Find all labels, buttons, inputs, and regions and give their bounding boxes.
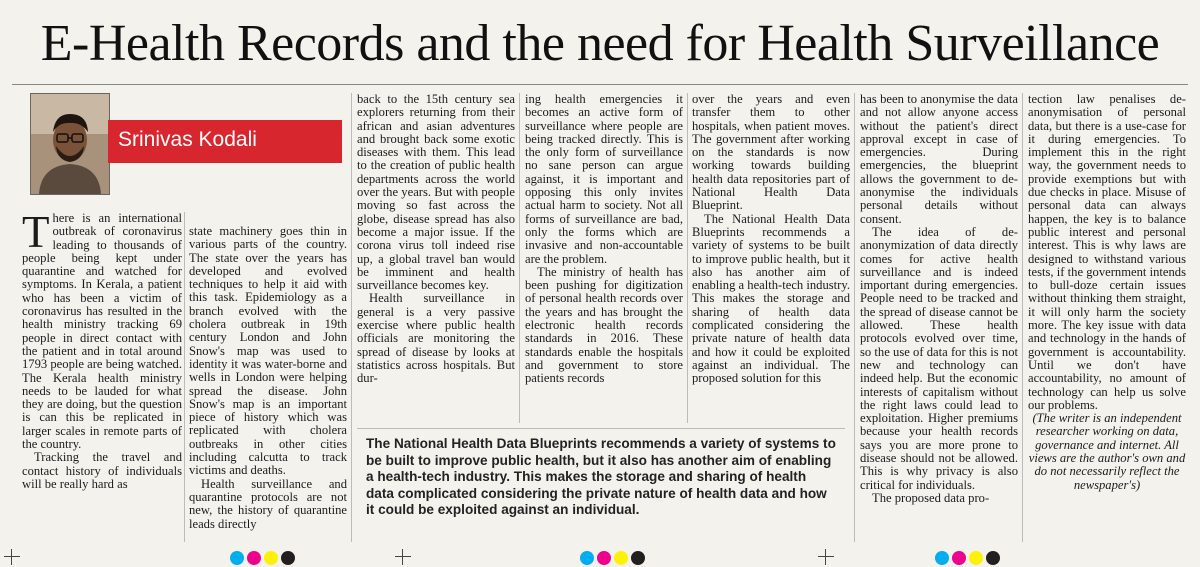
- paragraph: state machinery goes thin in various parts of the country. The state over the years has developed and evolved techniques to help it aid with this task. Epidemiology as a branch evolved with the cholera outbreak in 19th century London and John Snow's map was used to identity it was water-borne and wells in London were helping spread the disease. John Snow's map is an important piece of history which was replicated with cholera outbreaks in other cities including calcutta to track victims and deaths.: [189, 224, 347, 478]
- paragraph: tection law penalises de-anonymisation of personal data, but there is a use-case for it during emergencies. To implement this in the right way, the government needs to provide exemptions but with due checks in place. Misuse of personal data can always happen, the key is to balance public interest and personal interest. This is why laws are designed to withstand various tests, if the government intends to bull-doze certain issues without thinking them straight, it will only harm the society more. The key issue with data and technology in the hands of government is accountability. Until we don't have accountability, no amount of technology can help us solve our problems.: [1028, 92, 1186, 412]
- magenta-swatch: [952, 551, 966, 565]
- column-5: [692, 93, 850, 386]
- pullquote: The National Health Data Blueprints recommends a variety of systems to be built to improve public health, but it also has another aim of enabling a health-tech industry. This makes the storage and sharing of health data complicated considering the private nature of health data and how it could be exploited against an individual.: [366, 436, 836, 517]
- paragraph: ing health emergencies it becomes an active form of surveillance where people are being tracked directly. This is the only form of surveillance no sane person can argue against, it is important and opposing this only invites actual harm to society. Not all forms of surveillance are bad, only the forms which are invasive and non-accountable are the problem.: [525, 92, 683, 266]
- column-1: [22, 207, 182, 491]
- writer-note: (The writer is an independent researcher working on data, governance and internet. All views are the author's own and do not necessarily reflect the newspaper's): [1028, 411, 1186, 492]
- paragraph: The idea of de-anonymization of data directly comes for active health surveillance and is indeed important during emergencies. People need to be tracked and the spread of disease cannot be allowed. These health protocols evolved over time, so the use of data for this is not new and technology can indeed help. But the economic interests of capitalism without the right laws could lead to exploitation. Higher premiums because your health records says you are more prone to disease should not be allowed. This is why privacy is also critical for individuals.: [860, 224, 1018, 492]
- paragraph: over the years and even transfer them to other hospitals, when patient moves. The government after working on the standards is now working towards building health data repositories part of National Health Data Blueprint.: [692, 92, 850, 213]
- black-swatch: [986, 551, 1000, 565]
- paragraph: [22, 207, 182, 452]
- color-bar: [230, 551, 295, 567]
- headline-rule: [12, 84, 1188, 85]
- yellow-swatch: [614, 551, 628, 565]
- column-7: [1028, 93, 1186, 492]
- cyan-swatch: [935, 551, 949, 565]
- yellow-swatch: [969, 551, 983, 565]
- column-divider: [519, 93, 520, 423]
- cyan-swatch: [580, 551, 594, 565]
- byline: Srinivas Kodali: [118, 128, 257, 151]
- column-divider: [687, 93, 688, 423]
- headline: E-Health Records and the need for Health Surveillance: [40, 15, 1160, 72]
- pullquote-rule: [357, 428, 845, 429]
- paragraph: Health surveillance in general is a very passive exercise where public health officials are monitoring the spread of disease by looks at statistics across hospitals. But dur-: [357, 291, 515, 386]
- column-divider: [854, 93, 855, 542]
- color-bar: [580, 551, 645, 567]
- cyan-swatch: [230, 551, 244, 565]
- paragraph: The ministry of health has been pushing for digitization of personal health records over the years and has brought the electronic health records standards in 2016. These standards enable the hospitals and government to store patients records: [525, 264, 683, 386]
- paragraph: Health surveillance and quarantine protocols are not new, the history of quarantine leads directly: [189, 476, 347, 531]
- registration-mark-icon: [818, 549, 834, 565]
- column-divider: [1022, 93, 1023, 542]
- column-6: [860, 93, 1018, 505]
- column-divider: [184, 212, 185, 542]
- paragraph-text: here is an international outbreak of coronavirus leading to thousands of people being kept under quarantine and watched for symptoms. In Kerala, a patient who has been a victim of coronavirus has resulted in the health ministry tracking 69 people in direct contact with the patient and in total around 1793 people are being watched. The Kerala health ministry needs to be lauded for what they are doing, but the question is can this be replicated in larger scales in remote parts of the country.: [22, 211, 182, 452]
- column-4: [525, 93, 683, 386]
- magenta-swatch: [247, 551, 261, 565]
- column-3: [357, 93, 515, 386]
- paragraph: back to the 15th century sea explorers returning from their african and asian adventures and brought back some exotic diseases with them. This lead to the creation of public health departments across the world over the years. But with people moving so fast across the globe, disease spread has also become a major issue. If the corona virus toll indeed rise up, a global travel ban would be imminent and health surveillance becomes key.: [357, 92, 515, 293]
- black-swatch: [631, 551, 645, 565]
- author-photo: [30, 93, 110, 195]
- column-divider: [351, 93, 352, 542]
- paragraph: The proposed data pro-: [872, 490, 990, 505]
- registration-mark-icon: [4, 549, 20, 565]
- paragraph: The National Health Data Blueprints recommends a variety of systems to be built to improve public health, but it also has another aim of enabling a health-tech industry. This makes the storage and sharing of health data complicated considering the private nature of health data and how it could be exploited against an individual. The proposed solution for this: [692, 211, 850, 386]
- registration-mark-icon: [395, 549, 411, 565]
- drop-cap: T: [22, 207, 50, 257]
- magenta-swatch: [597, 551, 611, 565]
- yellow-swatch: [264, 551, 278, 565]
- color-bar: [935, 551, 1000, 567]
- column-2: [189, 225, 347, 531]
- paragraph: has been to anonymise the data and not allow anyone access without the patient's direct approval except in case of emergencies. During emergencies, the blueprint allows the government to de-anonymise the individuals personal details without consent.: [860, 92, 1018, 226]
- black-swatch: [281, 551, 295, 565]
- author-photo-graphic: [31, 94, 109, 194]
- paragraph: Tracking the travel and contact history of individuals will be really hard as: [22, 450, 182, 491]
